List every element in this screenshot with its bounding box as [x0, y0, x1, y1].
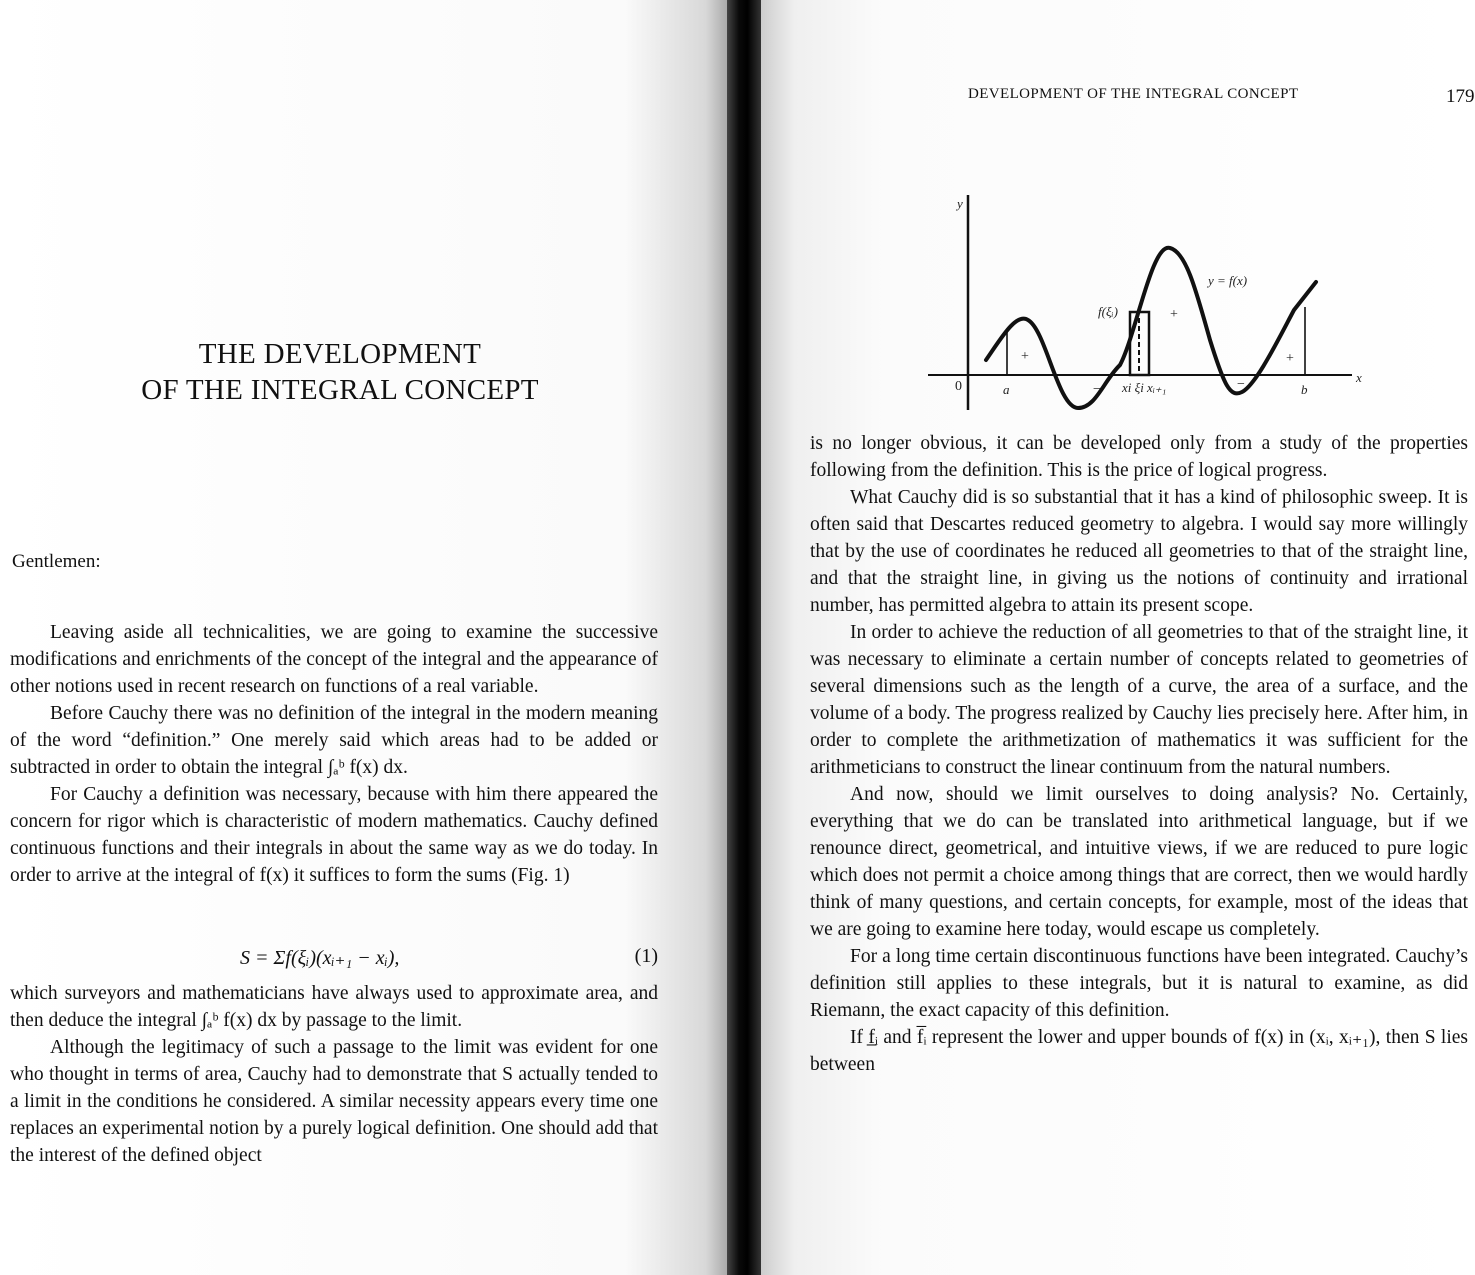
right-paragraph-1: is no longer obvious, it can be developed only from a study of the properties following from the definition. This is the price of logical progress. — [810, 433, 1468, 481]
salutation: Gentlemen: — [12, 551, 101, 572]
paragraph-3: For Cauchy a definition was necessary, because with him there appeared the concern for rigor which is characteristic of modern mathematics. Cauchy defined continuous functions and their integrals in about the same way as we do today. In order to arrive at the integral of f(x) it suffices to form the sums (Fig. 1) — [10, 784, 658, 886]
chapter-title-line-1: THE DEVELOPMENT — [198, 338, 482, 370]
right-paragraph-4: And now, should we limit ourselves to doing analysis? No. Certainly, everything that we do can be translated into arithmetical language, but if we renounce direct, geometrical, and intuitive views, if we are reduced to pure logic which does not permit a choice among things that are correct, then we would hardly think of many questions, and certain concepts, for example, most of the ideas that we are going to examine here today, would escape us completely. — [810, 784, 1468, 940]
integral-diagram — [920, 180, 1380, 410]
origin-label: 0 — [955, 379, 962, 394]
paragraph-5: Although the legitimacy of such a passage to the limit was evident for one who thought in terms of area, Cauchy had to demonstrate that S actually tended to a limit in the conditions he considered. A similar necessity appears every time one replaces an experimental notion by a purely logical definition. One should add that the interest of the defined object — [10, 1037, 658, 1166]
left-paragraph-block-1 — [10, 619, 658, 889]
paragraph-1: Leaving aside all technicalities, we are going to examine the successive modifications and enrichments of the concept of the integral and the appearance of other notions used in recent research on functions of a real variable. — [10, 622, 658, 697]
a-label: a — [1003, 382, 1010, 397]
equation-body: S = Σf(ξᵢ)(xᵢ₊₁ − xᵢ), — [240, 947, 400, 969]
left-page — [0, 0, 735, 1275]
left-paragraph-block-2 — [10, 980, 658, 1169]
minus-sign-1: − — [1093, 382, 1101, 397]
right-paragraph-2: What Cauchy did is so substantial that it has a kind of philosophic sweep. It is often said that Descartes reduced geometry to algebra. I would say more willingly that by the use of coordinates he reduced all geometries to that of the straight line, and that the straight line, in giving us the notions of continuity and irrational number, has permitted algebra to attain its present scope. — [810, 487, 1468, 616]
y-axis-label: y — [957, 196, 963, 211]
paragraph-4: which surveyors and mathematicians have always used to approximate area, and then deduce the integral ∫ₐᵇ f(x) dx by passage to the limit. — [10, 983, 658, 1031]
paragraph-2: Before Cauchy there was no definition of the integral in the modern meaning of the word “definition.” One merely said which areas had to be added or subtracted in order to obtain the integral ∫ₐᵇ f(x) dx. — [10, 703, 658, 778]
right-paragraph-block — [810, 430, 1468, 1078]
chapter-title-line-2: OF THE INTEGRAL CONCEPT — [141, 374, 539, 406]
f-xi-label: f(ξᵢ) — [1098, 304, 1118, 319]
plus-sign-3: + — [1286, 351, 1294, 366]
xi-labels: xi ξi xᵢ₊₁ — [1122, 380, 1167, 395]
book-spine — [727, 0, 761, 1275]
b-label: b — [1301, 382, 1308, 397]
running-head: DEVELOPMENT OF THE INTEGRAL CONCEPT — [968, 86, 1299, 102]
figure-1 — [920, 180, 1380, 415]
right-paragraph-3: In order to achieve the reduction of all geometries to that of the straight line, it was necessary to eliminate a certain number of concepts related to geometries of several dimensions such as the length of a curve, the area of a surface, and the volume of a body. The progress realized by Cauchy lies precisely here. After him, in order to complete the arithmetization of mathematics it was sufficient for the arithmeticians to construct the linear continuum from the natural numbers. — [810, 622, 1468, 778]
page-number: 179 — [1446, 86, 1475, 107]
equation-1 — [10, 945, 658, 972]
minus-sign-2: − — [1237, 377, 1245, 392]
plus-sign-1: + — [1021, 349, 1029, 364]
right-paragraph-5: For a long time certain discontinuous functions have been integrated. Cauchy’s definition still applies to these integrals, but it is natural to examine, as did Riemann, the exact capacity of this definition. — [810, 946, 1468, 1021]
plus-sign-2: + — [1170, 307, 1178, 322]
x-axis-label: x — [1356, 370, 1362, 385]
equation-number: (1) — [634, 945, 658, 967]
right-paragraph-6: If f̲ᵢ and f̅ᵢ represent the lower and upper bounds of f(x) in (xᵢ, xᵢ₊₁), then S lies between — [810, 1027, 1468, 1075]
curve-label: y = f(x) — [1208, 273, 1248, 288]
